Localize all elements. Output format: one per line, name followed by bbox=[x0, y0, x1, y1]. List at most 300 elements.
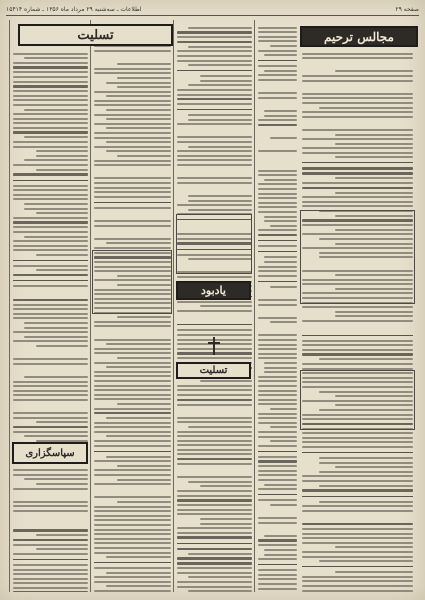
text-line bbox=[13, 189, 88, 191]
text-line bbox=[94, 380, 171, 382]
text-line bbox=[302, 53, 413, 55]
text-line bbox=[270, 45, 297, 47]
text-line bbox=[117, 77, 171, 79]
text-line bbox=[258, 79, 297, 81]
text-line bbox=[319, 471, 413, 473]
text-line bbox=[264, 70, 297, 72]
text-line bbox=[13, 505, 88, 507]
text-line bbox=[36, 155, 89, 157]
text-line bbox=[258, 308, 297, 314]
text-line bbox=[335, 546, 413, 548]
text-line bbox=[258, 188, 297, 190]
text-line bbox=[177, 431, 252, 433]
text-line bbox=[13, 510, 88, 512]
text-line bbox=[13, 280, 88, 281]
text-line bbox=[106, 150, 171, 152]
text-line bbox=[302, 432, 413, 434]
text-line bbox=[258, 229, 297, 231]
text-line bbox=[13, 559, 88, 560]
text-line bbox=[258, 403, 297, 405]
text-line bbox=[335, 466, 413, 468]
text-line bbox=[106, 118, 171, 120]
text-line bbox=[177, 204, 252, 206]
text-line bbox=[270, 440, 297, 442]
text-line bbox=[13, 582, 88, 584]
text-line bbox=[13, 99, 88, 101]
text-line bbox=[106, 95, 171, 97]
text-line bbox=[13, 131, 88, 133]
text-line bbox=[258, 539, 297, 541]
text-line bbox=[302, 590, 413, 592]
text-line bbox=[13, 591, 88, 592]
text-line bbox=[13, 113, 88, 115]
text-line bbox=[319, 485, 413, 487]
text-line bbox=[94, 50, 171, 52]
text-line bbox=[258, 339, 297, 341]
text-line bbox=[177, 31, 252, 33]
text-line bbox=[319, 107, 413, 109]
text-line bbox=[258, 445, 297, 447]
text-line bbox=[94, 440, 171, 442]
text-line bbox=[106, 435, 171, 437]
text-line bbox=[200, 305, 253, 307]
text-line bbox=[106, 109, 171, 111]
text-line bbox=[258, 588, 297, 590]
text-line bbox=[302, 167, 413, 169]
text-line bbox=[177, 536, 252, 538]
text-line bbox=[258, 569, 297, 571]
text-line bbox=[13, 221, 88, 223]
text-line bbox=[94, 182, 171, 184]
text-line bbox=[94, 352, 171, 354]
text-line bbox=[177, 136, 252, 138]
text-line bbox=[177, 417, 252, 419]
text-line bbox=[302, 340, 413, 342]
text-line bbox=[94, 164, 171, 166]
text-line bbox=[94, 398, 171, 400]
text-line bbox=[200, 485, 253, 487]
text-line bbox=[258, 413, 297, 415]
text-line bbox=[177, 89, 252, 91]
text-line bbox=[188, 114, 252, 116]
text-line bbox=[94, 408, 171, 410]
text-line bbox=[106, 242, 171, 244]
text-line bbox=[302, 580, 413, 582]
text-line bbox=[258, 304, 297, 306]
text-line bbox=[335, 571, 413, 573]
text-line bbox=[13, 66, 88, 68]
text-line bbox=[94, 394, 171, 396]
text-line bbox=[302, 97, 413, 99]
text-line bbox=[106, 366, 171, 368]
text-line bbox=[188, 146, 252, 148]
text-line bbox=[94, 533, 171, 535]
text-line bbox=[264, 554, 297, 556]
text-line bbox=[302, 138, 413, 140]
text-line bbox=[94, 68, 171, 70]
text-line bbox=[13, 118, 88, 120]
text-line bbox=[200, 523, 253, 525]
text-line bbox=[258, 558, 297, 560]
text-line bbox=[94, 196, 171, 198]
text-line bbox=[258, 206, 297, 208]
column-3 bbox=[173, 20, 255, 592]
text-line bbox=[94, 538, 171, 540]
text-line bbox=[177, 314, 252, 320]
text-line bbox=[24, 109, 88, 111]
text-line bbox=[177, 421, 252, 423]
text-line bbox=[13, 521, 88, 527]
text-line bbox=[177, 532, 252, 534]
text-line bbox=[13, 62, 88, 64]
text-line bbox=[94, 412, 171, 414]
text-line bbox=[13, 308, 88, 310]
text-line bbox=[117, 479, 171, 481]
text-line bbox=[188, 64, 252, 66]
text-line bbox=[177, 155, 252, 157]
text-line bbox=[13, 399, 88, 401]
text-line bbox=[335, 143, 413, 145]
text-line bbox=[13, 173, 88, 175]
text-line bbox=[94, 515, 171, 517]
text-line bbox=[94, 225, 171, 227]
text-line bbox=[302, 505, 413, 507]
text-line bbox=[177, 301, 252, 303]
text-line bbox=[258, 465, 297, 467]
text-line bbox=[94, 191, 171, 193]
text-line bbox=[264, 256, 297, 258]
text-line bbox=[177, 159, 252, 161]
text-line bbox=[36, 212, 89, 214]
text-line bbox=[13, 553, 88, 555]
text-line bbox=[13, 71, 88, 73]
text-line bbox=[94, 339, 171, 341]
text-line bbox=[94, 451, 171, 452]
text-line bbox=[177, 458, 252, 460]
text-line bbox=[24, 478, 88, 480]
notice-box-3 bbox=[300, 370, 415, 430]
text-line bbox=[177, 329, 252, 331]
text-line bbox=[13, 122, 88, 124]
text-line bbox=[36, 345, 89, 347]
text-line bbox=[302, 441, 413, 443]
text-line bbox=[302, 489, 413, 491]
text-line bbox=[36, 534, 89, 536]
text-line bbox=[94, 510, 171, 512]
text-line bbox=[302, 349, 413, 351]
text-line bbox=[270, 426, 297, 428]
text-line bbox=[13, 90, 88, 92]
text-line bbox=[258, 488, 297, 490]
text-line bbox=[94, 348, 171, 350]
text-line bbox=[36, 269, 89, 271]
text-line bbox=[177, 509, 252, 511]
text-line bbox=[258, 508, 297, 514]
text-line bbox=[258, 436, 297, 438]
text-line bbox=[302, 585, 413, 587]
text-line bbox=[13, 198, 88, 200]
column-2 bbox=[254, 20, 300, 592]
text-line bbox=[258, 183, 297, 185]
text-line bbox=[319, 560, 413, 562]
text-line bbox=[117, 501, 171, 503]
text-line bbox=[106, 82, 171, 84]
text-line bbox=[264, 549, 297, 551]
text-line bbox=[302, 551, 413, 553]
text-line bbox=[302, 452, 413, 453]
text-line bbox=[94, 431, 171, 433]
text-line bbox=[106, 343, 171, 345]
text-line bbox=[24, 208, 88, 210]
text-line bbox=[13, 85, 88, 87]
text-line bbox=[200, 518, 253, 520]
text-line bbox=[13, 285, 88, 287]
text-line bbox=[13, 501, 88, 503]
text-line bbox=[177, 276, 252, 278]
text-line bbox=[335, 315, 413, 317]
text-line bbox=[319, 462, 413, 464]
text-line bbox=[177, 399, 252, 401]
text-line bbox=[13, 564, 88, 566]
text-line bbox=[13, 431, 88, 433]
text-line bbox=[302, 566, 413, 567]
text-line bbox=[188, 200, 252, 202]
text-line bbox=[302, 201, 413, 203]
text-line bbox=[24, 376, 88, 378]
text-line bbox=[258, 74, 297, 76]
text-line bbox=[258, 50, 297, 52]
text-line bbox=[177, 109, 252, 110]
text-line bbox=[94, 547, 171, 549]
text-line bbox=[258, 31, 297, 33]
text-line bbox=[258, 334, 297, 336]
text-line bbox=[177, 557, 252, 559]
text-line bbox=[13, 390, 88, 392]
text-line bbox=[13, 573, 88, 575]
text-line bbox=[302, 93, 413, 95]
text-line bbox=[177, 495, 252, 497]
text-line bbox=[177, 490, 252, 492]
text-line bbox=[177, 123, 252, 125]
text-line bbox=[264, 216, 297, 218]
text-line bbox=[258, 170, 297, 172]
text-line bbox=[258, 275, 297, 277]
text-line bbox=[94, 362, 171, 364]
text-line bbox=[94, 146, 171, 148]
text-line bbox=[258, 266, 297, 268]
text-line bbox=[24, 57, 88, 59]
text-line bbox=[94, 576, 171, 578]
text-line bbox=[302, 480, 413, 482]
text-line bbox=[177, 103, 252, 105]
text-line bbox=[13, 260, 88, 261]
text-line bbox=[13, 81, 88, 83]
text-line bbox=[264, 371, 297, 373]
text-line bbox=[36, 548, 89, 550]
text-line bbox=[258, 299, 297, 301]
text-line bbox=[258, 357, 297, 359]
text-line bbox=[258, 474, 297, 476]
text-line bbox=[13, 226, 88, 228]
text-line bbox=[302, 205, 413, 207]
text-line bbox=[177, 572, 252, 574]
text-line bbox=[94, 488, 171, 494]
text-line bbox=[258, 150, 297, 152]
text-line bbox=[177, 581, 252, 583]
text-line bbox=[302, 80, 413, 82]
text-line bbox=[94, 100, 171, 102]
text-line bbox=[177, 60, 252, 62]
column-1 bbox=[299, 20, 416, 592]
text-line bbox=[188, 209, 252, 211]
text-line bbox=[258, 36, 297, 38]
text-line bbox=[258, 344, 297, 346]
text-line bbox=[94, 220, 171, 222]
text-line bbox=[94, 330, 171, 336]
text-line bbox=[302, 102, 413, 104]
text-line bbox=[94, 211, 171, 217]
text-line bbox=[258, 251, 297, 252]
text-line bbox=[13, 350, 88, 356]
text-line bbox=[264, 535, 297, 537]
text-line bbox=[94, 590, 171, 592]
text-line bbox=[117, 403, 171, 405]
text-line bbox=[36, 483, 89, 485]
text-line bbox=[302, 353, 413, 355]
text-line bbox=[188, 426, 252, 428]
text-line bbox=[13, 164, 88, 166]
text-line bbox=[258, 394, 297, 396]
text-line bbox=[94, 483, 171, 485]
text-line bbox=[302, 172, 413, 174]
text-line bbox=[258, 499, 297, 501]
text-line bbox=[177, 128, 252, 134]
text-line bbox=[94, 469, 171, 471]
text-line bbox=[13, 492, 88, 498]
text-line bbox=[258, 281, 297, 282]
text-line bbox=[94, 160, 171, 162]
text-line bbox=[258, 460, 297, 462]
text-line bbox=[13, 381, 88, 383]
text-line bbox=[177, 98, 252, 100]
text-line bbox=[258, 317, 297, 319]
text-line bbox=[258, 124, 297, 126]
text-line bbox=[94, 169, 171, 175]
text-line bbox=[302, 514, 413, 520]
text-line bbox=[94, 55, 171, 61]
text-line bbox=[258, 92, 297, 94]
text-line bbox=[177, 548, 252, 550]
text-line bbox=[13, 127, 88, 129]
issue-date-line: اطلاعات ـ سه‌شنبه ۲۹ مرداد ماه ۱۳۵۶ ـ شماره ۱۵۴۱۴ bbox=[6, 5, 142, 13]
text-line bbox=[13, 544, 88, 546]
text-line bbox=[319, 501, 413, 503]
text-line bbox=[177, 567, 252, 569]
text-line bbox=[302, 542, 413, 544]
text-line bbox=[270, 321, 297, 323]
text-line bbox=[177, 169, 252, 175]
text-line bbox=[302, 437, 413, 439]
text-line bbox=[13, 394, 88, 396]
text-line bbox=[258, 65, 297, 67]
text-line bbox=[302, 147, 413, 149]
text-line bbox=[94, 562, 171, 563]
text-line bbox=[13, 53, 88, 55]
text-line bbox=[106, 585, 171, 587]
text-line bbox=[258, 290, 297, 296]
text-line bbox=[94, 445, 171, 447]
text-line bbox=[177, 468, 252, 474]
text-line bbox=[13, 185, 88, 187]
text-line bbox=[94, 114, 171, 116]
banner-tasliat-top: تسلیت bbox=[18, 24, 173, 46]
notice-box-1 bbox=[300, 210, 415, 304]
text-line bbox=[13, 231, 88, 233]
text-line bbox=[302, 475, 413, 477]
text-line bbox=[117, 465, 171, 467]
text-line bbox=[335, 70, 413, 72]
text-line bbox=[13, 474, 88, 476]
text-line bbox=[335, 311, 413, 313]
text-line bbox=[106, 456, 171, 458]
banner-majales-tarhim: مجالس ترحیم bbox=[300, 26, 418, 47]
text-line bbox=[13, 240, 88, 242]
text-line bbox=[302, 84, 413, 90]
text-line bbox=[258, 97, 297, 99]
text-line bbox=[177, 504, 252, 506]
text-line bbox=[302, 116, 413, 118]
text-line bbox=[13, 265, 88, 267]
text-line bbox=[94, 496, 171, 498]
text-line bbox=[13, 76, 88, 78]
text-line bbox=[177, 440, 252, 442]
banner-sepasgozari: سپاسگزاری bbox=[12, 442, 88, 464]
text-line bbox=[258, 197, 297, 199]
text-line bbox=[188, 553, 252, 555]
text-line bbox=[177, 55, 252, 57]
text-line bbox=[36, 421, 89, 423]
text-line bbox=[270, 137, 297, 139]
text-line bbox=[13, 146, 88, 148]
text-line bbox=[302, 75, 413, 77]
text-line bbox=[302, 120, 413, 126]
text-line bbox=[24, 159, 88, 161]
text-line bbox=[302, 363, 413, 365]
text-line bbox=[258, 376, 297, 378]
text-line bbox=[264, 220, 297, 222]
text-line bbox=[177, 36, 252, 38]
text-line bbox=[258, 470, 297, 472]
text-line bbox=[117, 316, 171, 318]
text-line bbox=[177, 150, 252, 152]
text-line bbox=[258, 431, 297, 433]
text-line bbox=[117, 155, 171, 157]
text-line bbox=[264, 362, 297, 364]
text-line bbox=[13, 469, 88, 471]
text-line bbox=[258, 479, 297, 481]
text-line bbox=[13, 245, 88, 247]
text-line bbox=[302, 344, 413, 346]
text-line bbox=[177, 463, 252, 465]
text-line bbox=[264, 261, 297, 263]
text-line bbox=[94, 567, 171, 569]
text-line bbox=[258, 326, 297, 332]
text-line bbox=[13, 363, 88, 365]
text-line bbox=[177, 453, 252, 455]
text-line bbox=[177, 324, 252, 325]
text-line bbox=[264, 110, 297, 112]
text-line bbox=[36, 254, 89, 256]
